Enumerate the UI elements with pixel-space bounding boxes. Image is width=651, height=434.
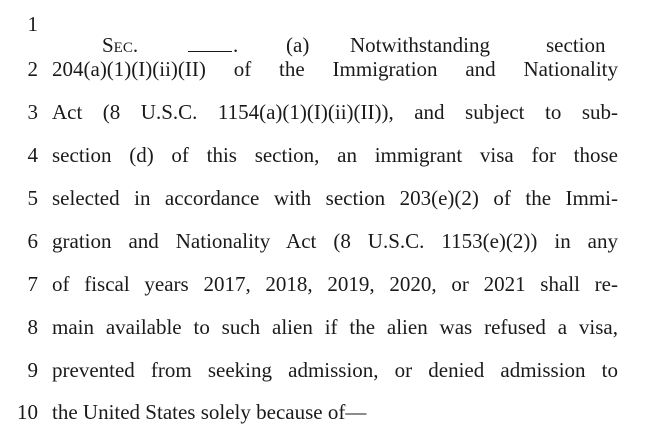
line-text: Act (8 U.S.C. 1154(a)(1)(I)(ii)(II)), and subject to sub-: [52, 100, 618, 124]
line-number: 8: [27, 315, 38, 339]
bill-line: [0, 135, 651, 176]
line-text: selected in accordance with section 203(e)(2) of the Immi-: [52, 186, 618, 210]
line-number: 5: [27, 186, 38, 210]
line-number: 3: [27, 100, 38, 124]
section-period: .: [233, 32, 239, 57]
line-number: 4: [27, 143, 38, 167]
notwithstanding-word: Notwithstanding: [350, 32, 490, 57]
line-text: prevented from seeking admission, or denied admission to: [52, 358, 618, 382]
line-text: main available to such alien if the alien was refused a visa,: [52, 315, 618, 339]
section-word: section: [546, 32, 606, 57]
bill-line: [0, 264, 651, 305]
bill-line: [0, 350, 651, 391]
line-number: 9: [27, 358, 38, 382]
section-label: Sec.: [102, 32, 139, 57]
line-number: 10: [17, 400, 38, 424]
bill-line: [0, 221, 651, 262]
bill-line: [0, 178, 651, 219]
bill-line: [0, 392, 651, 433]
subsection-marker: (a): [286, 32, 310, 57]
line-text: 204(a)(1)(I)(ii)(II) of the Immigration and Nationality: [52, 57, 618, 81]
bill-line: [0, 4, 651, 57]
line-number: 1: [27, 12, 38, 36]
bill-line: [0, 307, 651, 348]
line-text: the United States solely because of—: [52, 400, 367, 424]
line-text: gration and Nationality Act (8 U.S.C. 1153(e)(2)) in any: [52, 229, 618, 253]
bill-line: [0, 49, 651, 90]
line-number: 7: [27, 272, 38, 296]
line-text: section (d) of this section, an immigrant visa for those: [52, 143, 618, 167]
line-number: 6: [27, 229, 38, 253]
line-text: of fiscal years 2017, 2018, 2019, 2020, or 2021 shall re-: [52, 272, 618, 296]
bill-line: [0, 92, 651, 133]
line-number: 2: [27, 57, 38, 81]
